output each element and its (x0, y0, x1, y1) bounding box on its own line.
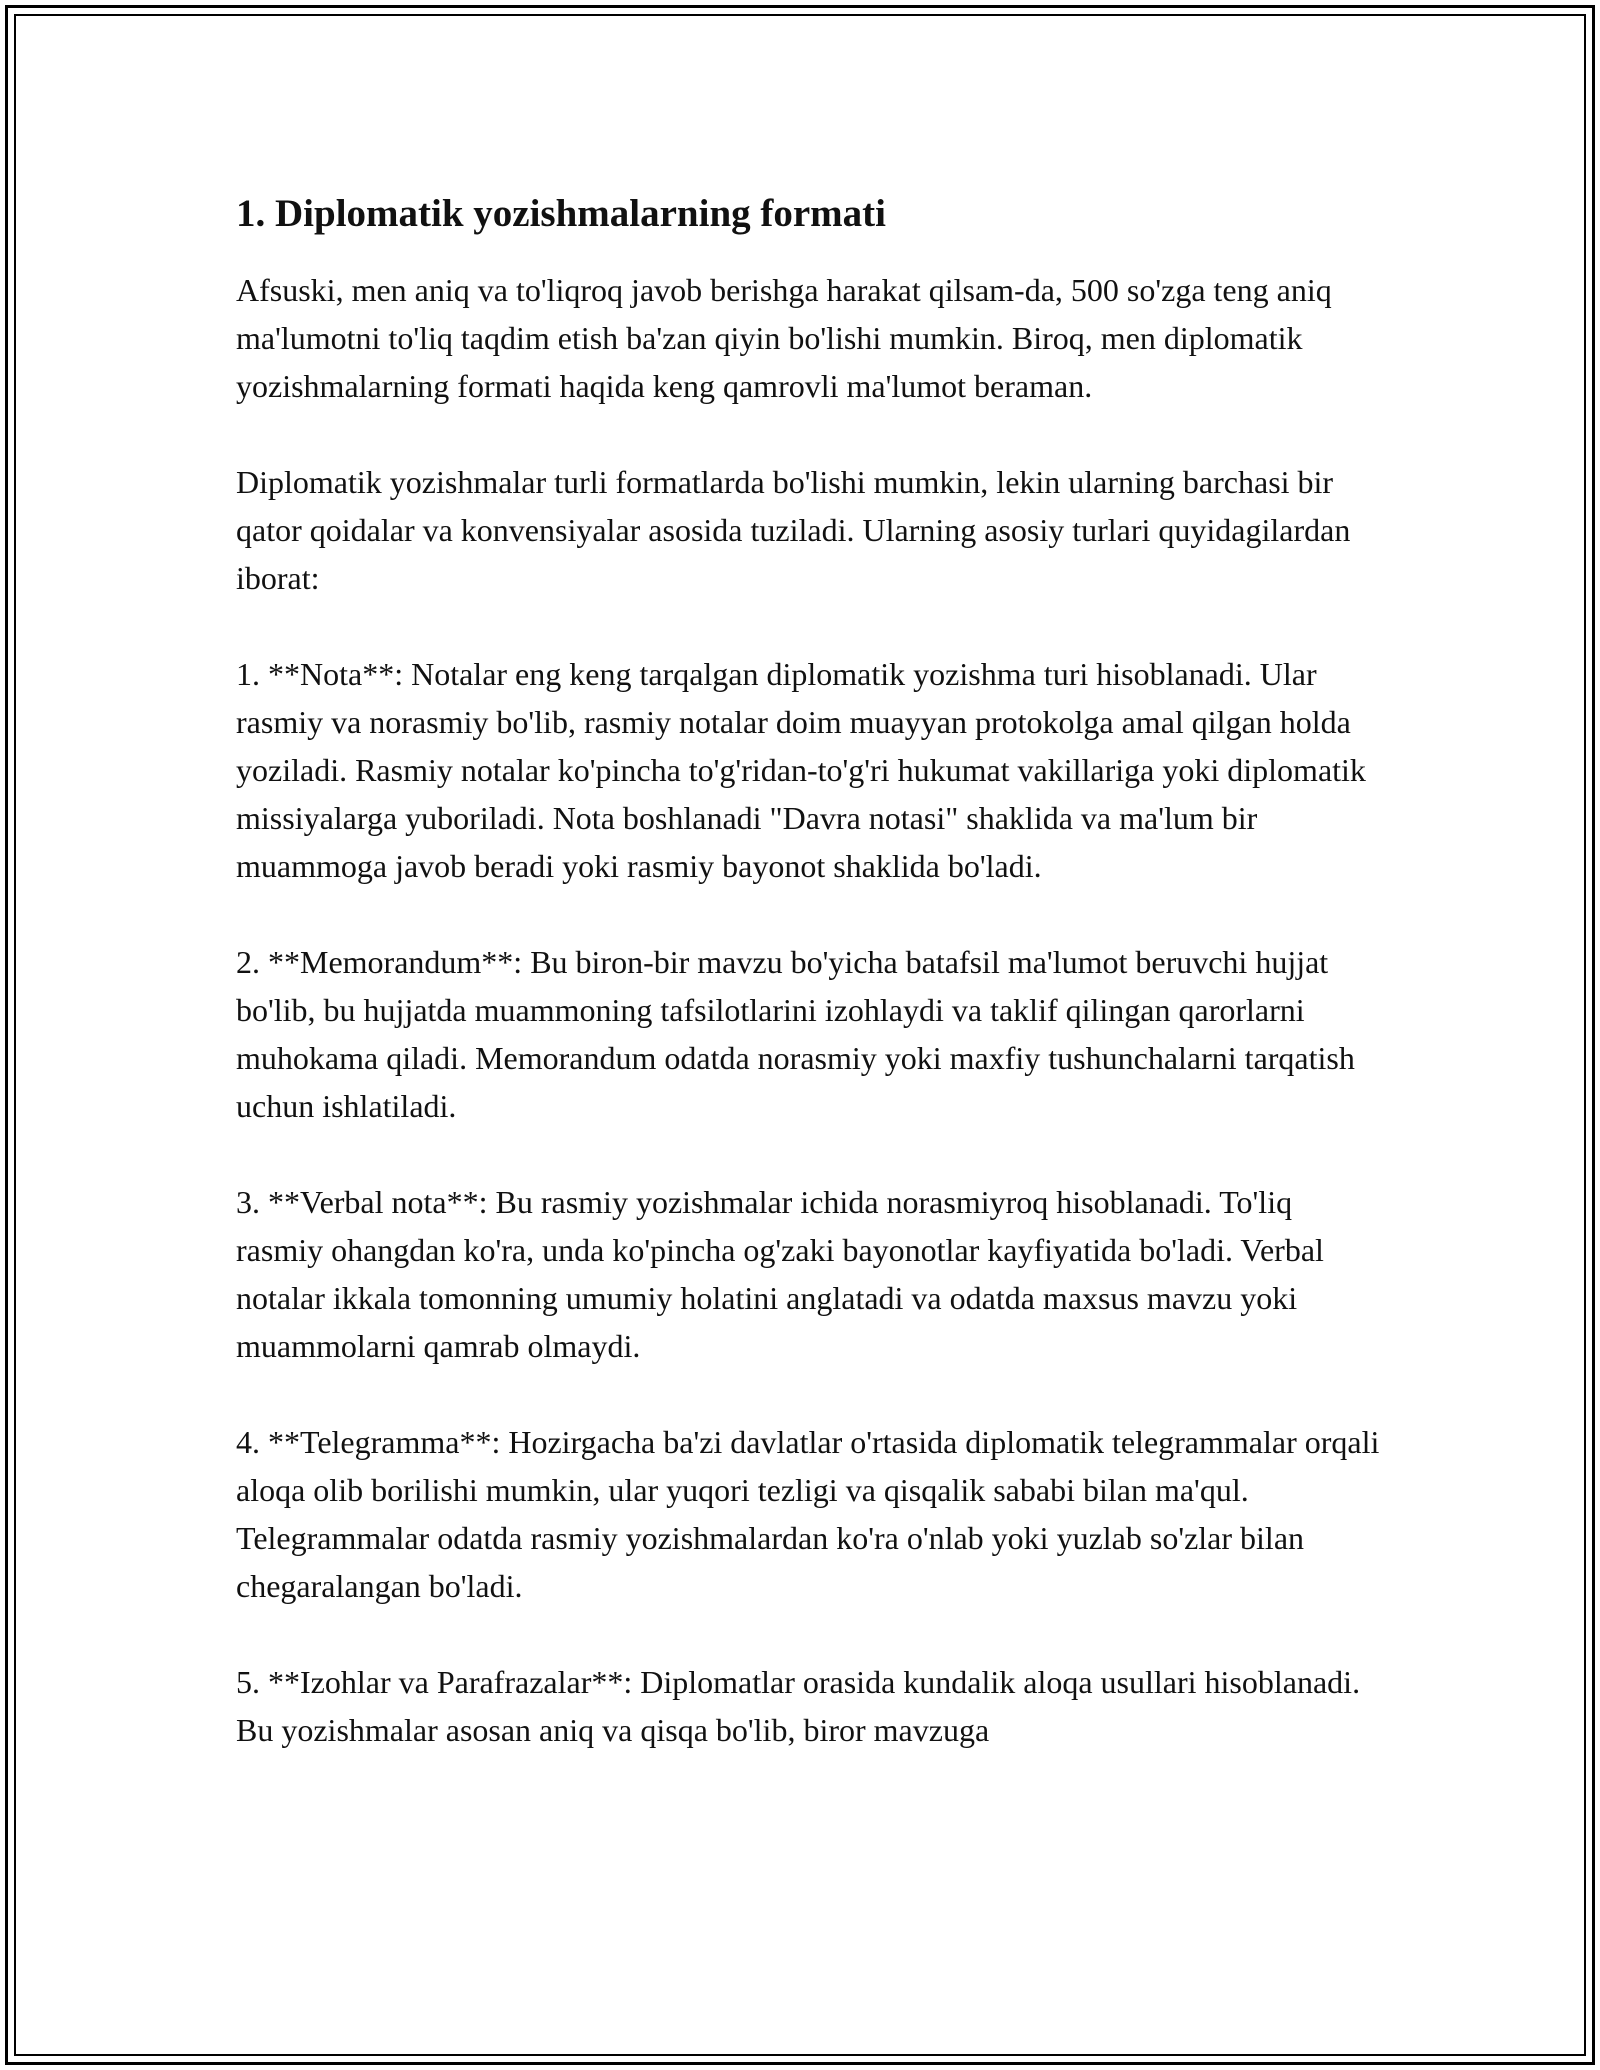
formats-overview-paragraph: Diplomatik yozishmalar turli formatlarda bo'lishi mumkin, lekin ularning barchasi bir qator qoidalar va konvensiyalar asosida tuziladi. Ularning asosiy turlari quyidagilardan iborat: (236, 464, 1351, 596)
telegramma-paragraph: 4. **Telegramma**: Hozirgacha ba'zi davlatlar o'rtasida diplomatik telegrammalar orqali aloqa olib borilishi mumkin, ular yuqori tezligi va qisqalik sababi bilan ma'qul. Telegrammalar odatda rasmiy yozishmalardan ko'ra o'nlab yoki yuzlab so'zlar bilan chegaralangan bo'ladi. (236, 1424, 1380, 1604)
verbal-nota-paragraph: 3. **Verbal nota**: Bu rasmiy yozishmalar ichida norasmiyroq hisoblanadi. To'liq rasmiy ohangdan ko'ra, unda ko'pincha og'zaki bayonotlar kayfiyatida bo'ladi. Verbal notalar ikkala tomonning umumiy holatini anglatadi va odatda maxsus mavzu yoki muammolarni qamrab olmaydi. (236, 1184, 1324, 1364)
nota-paragraph: 1. **Nota**: Notalar eng keng tarqalgan diplomatik yozishma turi hisoblanadi. Ular rasmiy va norasmiy bo'lib, rasmiy notalar doim muayyan protokolga amal qilgan holda yoziladi. Rasmiy notalar ko'pincha to'g'ridan-to'g'ri hukumat vakillariga yoki diplomatik missiyalarga yuboriladi. Nota boshlanadi "Davra notasi" shaklida va ma'lum bir muammoga javob beradi yoki rasmiy bayonot shaklida bo'ladi. (236, 656, 1366, 884)
memorandum-paragraph: 2. **Memorandum**: Bu biron-bir mavzu bo'yicha batafsil ma'lumot beruvchi hujjat bo'lib, bu hujjatda muammoning tafsilotlarini izohlaydi va taklif qilingan qarorlarni muhokama qiladi. Memorandum odatda norasmiy yoki maxfiy tushunchalarni tarqatish uchun ishlatiladi. (236, 944, 1355, 1124)
izohlar-parafrazalar-paragraph: 5. **Izohlar va Parafrazalar**: Diplomatlar orasida kundalik aloqa usullari hisoblanadi. Bu yozishmalar asosan aniq va qisqa bo'lib, biror mavzuga (236, 1664, 1361, 1748)
intro-paragraph: Afsuski, men aniq va to'liqroq javob berishga harakat qilsam-da, 500 so'zga teng aniq ma'lumotni to'liq taqdim etish ba'zan qiyin bo'lishi mumkin. Biroq, men diplomatik yozishmalarning formati haqida keng qamrovli ma'lumot beraman. (236, 272, 1332, 404)
document-page (236, 186, 1380, 1754)
document-title: 1. Diplomatik yozishmalarning formati (236, 192, 886, 235)
